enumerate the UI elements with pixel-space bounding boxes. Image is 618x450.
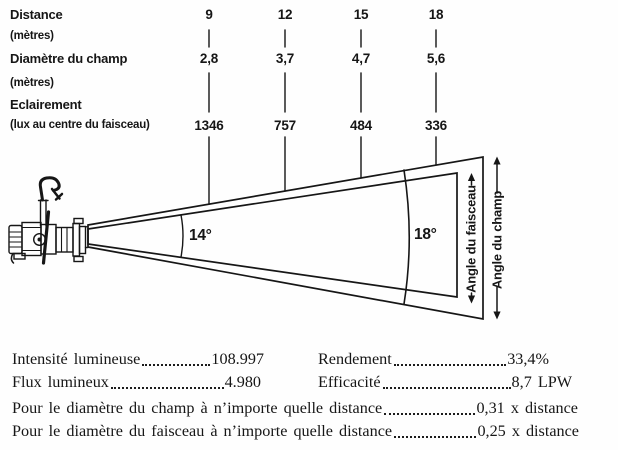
- distance-value: 18: [428, 7, 444, 22]
- stat-value: 108.997: [211, 350, 264, 368]
- dot-leader: [384, 413, 475, 415]
- row-sublabel-field-diameter: (mètres): [10, 77, 54, 89]
- illuminance-value: 1346: [194, 118, 224, 133]
- field-angle-label: 18°: [414, 226, 437, 243]
- formula-beam-diameter: [12, 422, 579, 441]
- stat-efficacite: [318, 373, 572, 392]
- beam-angle-label: 14°: [189, 227, 212, 244]
- field-diameter-value: 3,7: [275, 51, 295, 66]
- distance-value: 9: [205, 7, 213, 22]
- stat-label: Flux lumineux: [12, 373, 109, 391]
- illuminance-value: 336: [425, 118, 447, 133]
- beam-cone-outline: [88, 173, 457, 297]
- beam-axis-label: Angle du faisceau: [463, 185, 479, 293]
- dot-leader: [383, 387, 511, 389]
- dot-leader: [394, 364, 506, 366]
- stat-luminous-flux: [12, 373, 261, 392]
- field-diameter-value: 5,6: [426, 51, 446, 66]
- row-sublabel-distance: (mètres): [10, 30, 54, 42]
- beam-angle-arc: [181, 215, 183, 257]
- stat-label: Rendement: [318, 350, 392, 368]
- row-label-field-diameter: Diamètre du champ: [10, 51, 128, 66]
- field-diameter-value: 4,7: [351, 51, 371, 66]
- stat-rendement: [318, 350, 549, 369]
- row-label-illuminance: Eclairement: [10, 97, 82, 112]
- distance-value: 15: [353, 7, 369, 22]
- stat-value: 8,7 LPW: [511, 373, 572, 391]
- illuminance-value: 757: [274, 118, 296, 133]
- stat-value: 33,4%: [507, 350, 549, 368]
- formula-value: 0,31 x distance: [476, 399, 578, 417]
- field-angle-arc: [404, 170, 409, 304]
- stat-value: 4.980: [224, 373, 261, 391]
- dot-leader: [111, 387, 224, 389]
- spotlight-fixture-drawing: [9, 178, 88, 263]
- row-label-distance: Distance: [10, 7, 63, 22]
- formula-label: Pour le diamètre du champ à n’importe quelle distance: [12, 399, 383, 417]
- dot-leader: [142, 364, 210, 366]
- formula-value: 0,25 x distance: [477, 422, 579, 440]
- formula-field-diameter: [12, 399, 578, 418]
- formula-label: Pour le diamètre du faisceau à n’importe quelle distance: [12, 422, 393, 440]
- distance-value: 12: [277, 7, 293, 22]
- stat-label: Intensité lumineuse: [12, 350, 141, 368]
- field-diameter-value: 2,8: [199, 51, 219, 66]
- illuminance-value: 484: [350, 118, 372, 133]
- row-sublabel-illuminance: (lux au centre du faisceau): [10, 119, 150, 131]
- field-axis-label: Angle du champ: [489, 190, 505, 290]
- dot-leader: [394, 436, 476, 438]
- stat-label: Efficacité: [318, 373, 381, 391]
- stat-luminous-intensity: [12, 350, 264, 369]
